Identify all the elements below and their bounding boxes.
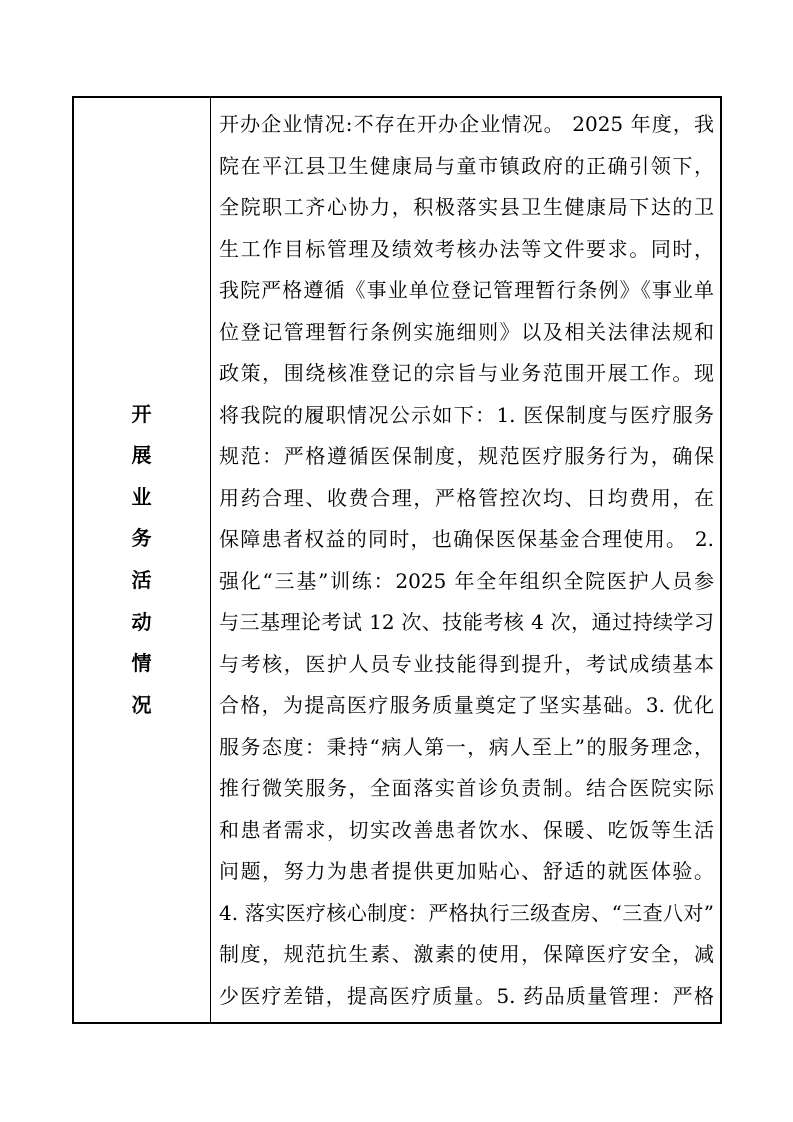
content-line: 4. 落实医疗核心制度：严格执行三级查房、“三查八对”: [219, 900, 714, 925]
content-line: 规范：严格遵循医保制度，规范医疗服务行为，确保: [219, 444, 714, 468]
content-line: 制度，规范抗生素、激素的使用，保障医疗安全，减: [219, 942, 714, 966]
content-line: 位登记管理暂行条例实施细则》以及相关法律法规和: [219, 319, 714, 344]
content-line: 推行微笑服务，全面落实首诊负责制。结合医院实际: [219, 776, 714, 800]
content-line: 保障患者权益的同时，也确保医保基金合理使用。 2.: [219, 527, 714, 551]
content-line: 生工作目标管理及绩效考核办法等文件要求。同时，: [219, 236, 714, 261]
content-line: 强化“三基”训练：2025 年全年组织全院医护人员参: [219, 568, 714, 593]
content-line: 我院严格遵循《事业单位登记管理暂行条例》《事业单: [219, 278, 714, 302]
row-label: 开展业务活动情况: [131, 401, 152, 717]
content-line: 少医疗差错，提高医疗质量。5. 药品质量管理：严格: [219, 983, 714, 1008]
content-line: 与考核，医护人员专业技能得到提升，考试成绩基本: [219, 651, 714, 676]
content-line: 院在平江县卫生健康局与童市镇政府的正确引领下，: [219, 153, 714, 178]
content-line: 合格，为提高医疗服务质量奠定了坚实基础。3. 优化: [219, 693, 714, 717]
content-line: 政策，围绕核准登记的宗旨与业务范围开展工作。现: [219, 361, 714, 385]
content-line: 将我院的履职情况公示如下：1. 医保制度与医疗服务: [219, 402, 714, 427]
content-line: 全院职工齐心协力，积极落实县卫生健康局下达的卫: [219, 195, 714, 219]
content-line: 和患者需求，切实改善患者饮水、保暖、吃饭等生活: [219, 817, 714, 842]
content-cell: [219, 104, 714, 1017]
label-cell: [72, 96, 211, 1024]
content-line: 用药合理、收费合理，严格管控次均、日均费用，在: [219, 485, 714, 510]
content-line: 服务态度：秉持“病人第一，病人至上”的服务理念，: [219, 734, 714, 759]
content-line: 开办企业情况:不存在开办企业情况。 2025 年度，我: [219, 112, 714, 136]
content-line: 与三基理论考试 12 次、技能考核 4 次，通过持续学习: [219, 610, 714, 634]
content-line: 问题，努力为患者提供更加贴心、舒适的就医体验。: [219, 859, 714, 883]
